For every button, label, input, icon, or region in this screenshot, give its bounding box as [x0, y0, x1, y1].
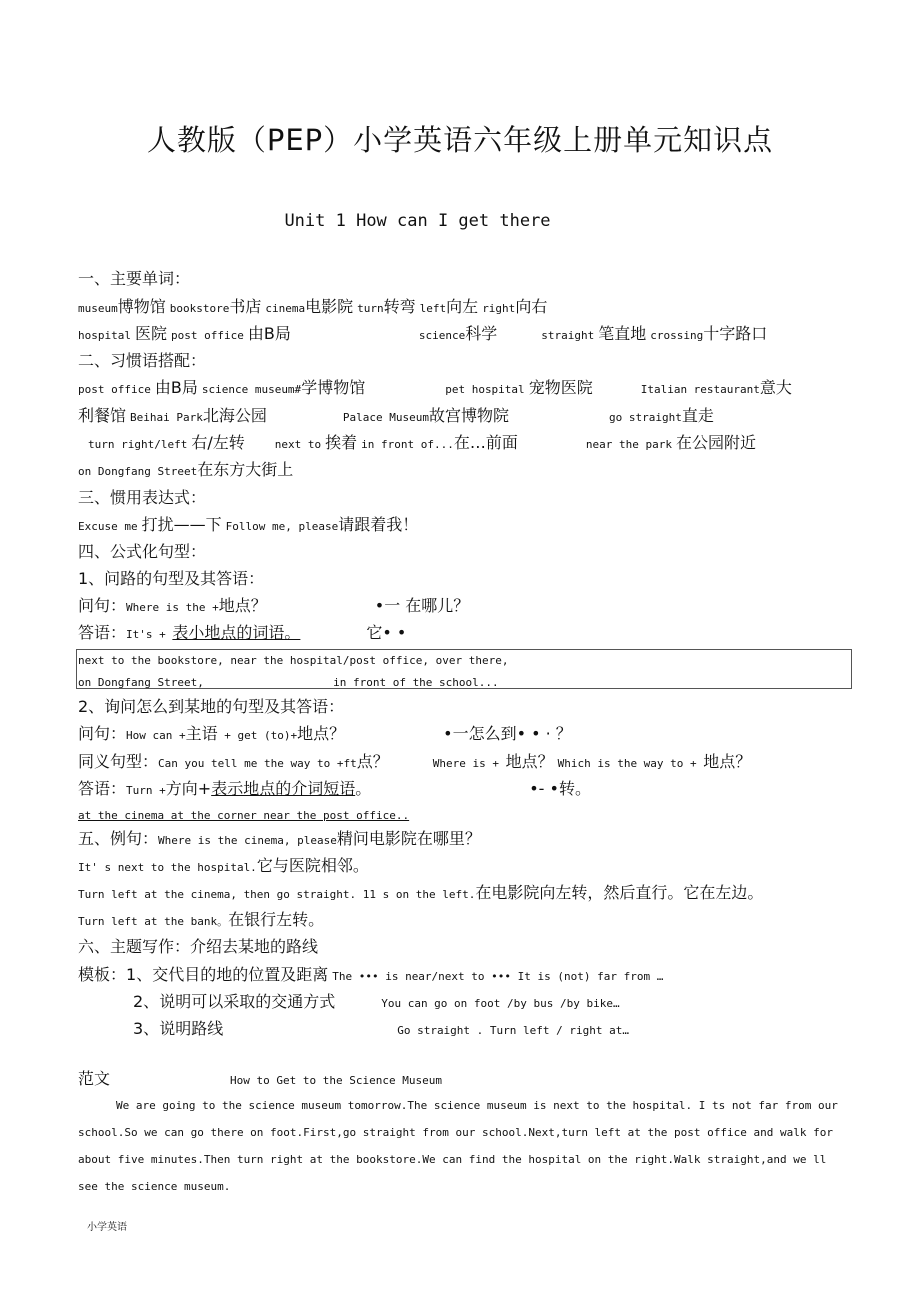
sentence-cn: 精问电影院在哪里？	[336, 829, 481, 848]
essay-header	[78, 1068, 442, 1092]
essay-title: How to Get to the Science Museum	[230, 1074, 442, 1087]
sentence-en: Turn left at the bank。	[78, 915, 229, 928]
sentence-en: It' s next to the hospital.	[78, 861, 257, 874]
vocab-cn: 向右	[515, 297, 548, 316]
essay-line: see the science museum.	[78, 1180, 231, 1193]
pattern-cn: 表示地点的介词短语	[211, 779, 356, 798]
label: 同义句型：	[78, 752, 159, 771]
template-item	[133, 1018, 629, 1042]
phrase-row	[78, 459, 293, 483]
pattern-en: Where is the +	[126, 601, 219, 614]
example-text: on Dongfang Street,	[78, 676, 204, 689]
vocab-en: bookstore	[169, 302, 230, 315]
vocab-en: left	[419, 302, 447, 315]
section-heading: 五、例句：	[78, 829, 159, 848]
example-sentence	[78, 855, 369, 879]
phrase-cn: 在公园附近	[675, 433, 756, 452]
example-sentence	[78, 828, 481, 852]
pattern-cn: 地点？	[505, 752, 554, 771]
pattern-cn: 主语	[185, 724, 218, 743]
phrase-cn: 由B局	[154, 378, 198, 397]
vocab-cn: 电影院	[305, 297, 354, 316]
template-item	[133, 991, 620, 1015]
pattern-cn: 地点？	[218, 596, 267, 615]
subsection-heading: 2、询问怎么到某地的句型及其答语：	[78, 697, 345, 716]
label: 问句：	[78, 724, 127, 743]
phrase-en: Italian restaurant	[640, 383, 760, 396]
example-box-line: next to the bookstore, near the hospital/post office, over there,	[78, 654, 509, 667]
pattern-en: Where is +	[432, 757, 506, 770]
label: 问句：	[78, 596, 127, 615]
label: 答语：	[78, 623, 127, 642]
essay-line: We are going to the science museum tomorrow.The science museum is next to the hospital. I ts not far from our	[116, 1099, 838, 1112]
label: 模板：	[78, 965, 127, 984]
answer-pattern	[78, 778, 591, 802]
vocab-en: post office	[171, 329, 244, 342]
section-heading: 二、习惯语搭配：	[78, 351, 207, 370]
phrase-cn: 右/左转	[191, 433, 245, 452]
vocab-cn: 书店	[229, 297, 262, 316]
pattern-cn: 方向+	[165, 779, 212, 798]
phrase-en: in front of...	[361, 438, 454, 451]
phrase-en: Palace Museum	[342, 411, 429, 424]
pattern-cn: 地点？	[297, 724, 346, 743]
expression-cn: 打扰——下	[141, 515, 222, 534]
essay-line: about five minutes.Then turn right at the bookstore.We can find the hospital on the right.Walk straight,and we ll	[78, 1153, 827, 1166]
translation: 它• •	[366, 623, 407, 642]
expression-en: Follow me, please	[225, 520, 339, 533]
vocab-en: museum	[78, 302, 118, 315]
pattern-cn: 表小地点的词语。	[172, 623, 301, 642]
pattern-en: Which is the way to +	[557, 757, 704, 770]
phrase-cn: 北海公园	[202, 406, 267, 425]
vocab-en: science	[418, 329, 466, 342]
phrase-en: go straight	[609, 411, 682, 424]
vocab-cn: 十字路口	[703, 324, 768, 343]
pattern-en: Can you tell me the way to +ft	[158, 757, 357, 770]
pattern-cn: 地点？	[703, 752, 752, 771]
essay-line: school.So we can go there on foot.First,go straight from our school.Next,turn left at the post office and walk for	[78, 1126, 833, 1139]
phrase-cn: 直走	[681, 406, 714, 425]
vocab-en: crossing	[650, 329, 704, 342]
pattern-en: + get (to)+	[217, 729, 298, 742]
phrase-en: pet hospital	[445, 383, 525, 396]
phrase-en: post office	[78, 383, 151, 396]
phrase-cn: 学博物馆	[301, 378, 366, 397]
subsection-heading: 1、问路的句型及其答语：	[78, 569, 265, 588]
phrase-row	[78, 405, 714, 429]
phrase-en: near the park	[585, 438, 672, 451]
pattern-cn: 点？	[356, 752, 389, 771]
vocab-cn: 医院	[134, 324, 167, 343]
section-heading: 六、主题写作：介绍去某地的路线	[78, 937, 319, 956]
item-number: 3、	[133, 1019, 160, 1038]
phrase-cn: 在东方大街上	[197, 460, 294, 479]
example-phrases: at the cinema at the corner near the post office..	[78, 809, 410, 822]
vocab-en: straight	[541, 329, 595, 342]
vocab-row	[78, 296, 547, 320]
unit-title: Unit 1 How can I get there	[284, 211, 551, 231]
vocab-cn: 科学	[465, 324, 498, 343]
phrase-en: on Dongfang Street	[78, 465, 198, 478]
vocab-en: cinema	[265, 302, 306, 315]
phrase-cn: 利餐馆	[78, 406, 127, 425]
pattern-cn: 。	[355, 779, 372, 798]
pattern-en: It's +	[126, 628, 173, 641]
vocab-cn: 由B局	[247, 324, 291, 343]
page-footer: 小学英语	[87, 1222, 127, 1233]
section-heading: 四、公式化句型：	[78, 542, 207, 561]
sentence-cn: 它与医院相邻。	[256, 856, 369, 875]
page-title: 人教版（PEP）小学英语六年级上册单元知识点	[146, 123, 774, 157]
template-item	[78, 964, 663, 988]
sentence-cn: 在银行左转。	[228, 910, 325, 929]
answer-pattern	[78, 622, 406, 646]
example-box-line	[78, 676, 499, 689]
example-sentence	[78, 882, 763, 906]
vocab-cn: 向左	[446, 297, 479, 316]
sentence-en: Turn left at the cinema, then go straight. 11 s on the left.	[78, 888, 476, 901]
phrase-en: next to	[274, 438, 322, 451]
pattern-en: Turn +	[126, 784, 166, 797]
item-cn: 说明可以采取的交通方式	[159, 992, 336, 1011]
item-en: You can go on foot /by bus /by bike…	[381, 997, 620, 1010]
expression-row	[78, 514, 418, 538]
expression-en: Excuse me	[78, 520, 138, 533]
pattern-en: How can +	[126, 729, 186, 742]
vocab-en: hospital	[78, 329, 131, 342]
phrase-cn: 宠物医院	[528, 378, 593, 397]
sentence-cn: 在电影院向左转，然后直行。它在左边。	[475, 883, 764, 902]
synonym-pattern	[78, 751, 751, 775]
vocab-cn: 转弯	[383, 297, 416, 316]
section-heading: 一、主要单词：	[78, 269, 191, 288]
item-cn: 说明路线	[159, 1019, 224, 1038]
sentence-en: Where is the cinema, please	[158, 834, 337, 847]
phrase-row	[78, 377, 792, 401]
translation: •- •转。	[529, 779, 591, 798]
translation: •一 在哪儿？	[374, 596, 470, 615]
question-pattern	[78, 595, 469, 619]
phrase-cn: 意大	[759, 378, 792, 397]
phrase-cn: 故宫博物院	[428, 406, 509, 425]
question-pattern	[78, 723, 572, 747]
translation: •一怎么到• • · ？	[443, 724, 572, 743]
example-text: in front of the school...	[333, 676, 499, 689]
item-en: Go straight . Turn left / right at…	[397, 1024, 629, 1037]
phrase-en: science museum#	[201, 383, 302, 396]
phrase-cn: 在…前面	[453, 433, 518, 452]
phrase-en: Beihai Park	[130, 411, 203, 424]
example-sentence	[78, 909, 324, 933]
section-heading: 三、惯用表达式：	[78, 488, 207, 507]
item-number: 2、	[133, 992, 160, 1011]
phrase-row	[88, 432, 756, 456]
vocab-cn: 笔直地	[598, 324, 647, 343]
essay-label: 范文	[78, 1069, 111, 1088]
phrase-cn: 挨着	[325, 433, 358, 452]
item-number: 1、	[126, 965, 153, 984]
vocab-cn: 博物馆	[117, 297, 166, 316]
expression-cn: 请跟着我！	[338, 515, 419, 534]
label: 答语：	[78, 779, 127, 798]
vocab-row	[78, 323, 818, 347]
item-en: The ••• is near/next to ••• It is (not) far from …	[332, 970, 664, 983]
item-cn: 交代目的地的位置及距离	[152, 965, 329, 984]
vocab-en: turn	[357, 302, 384, 315]
phrase-en: turn right/left	[88, 438, 188, 451]
vocab-en: right	[482, 302, 516, 315]
